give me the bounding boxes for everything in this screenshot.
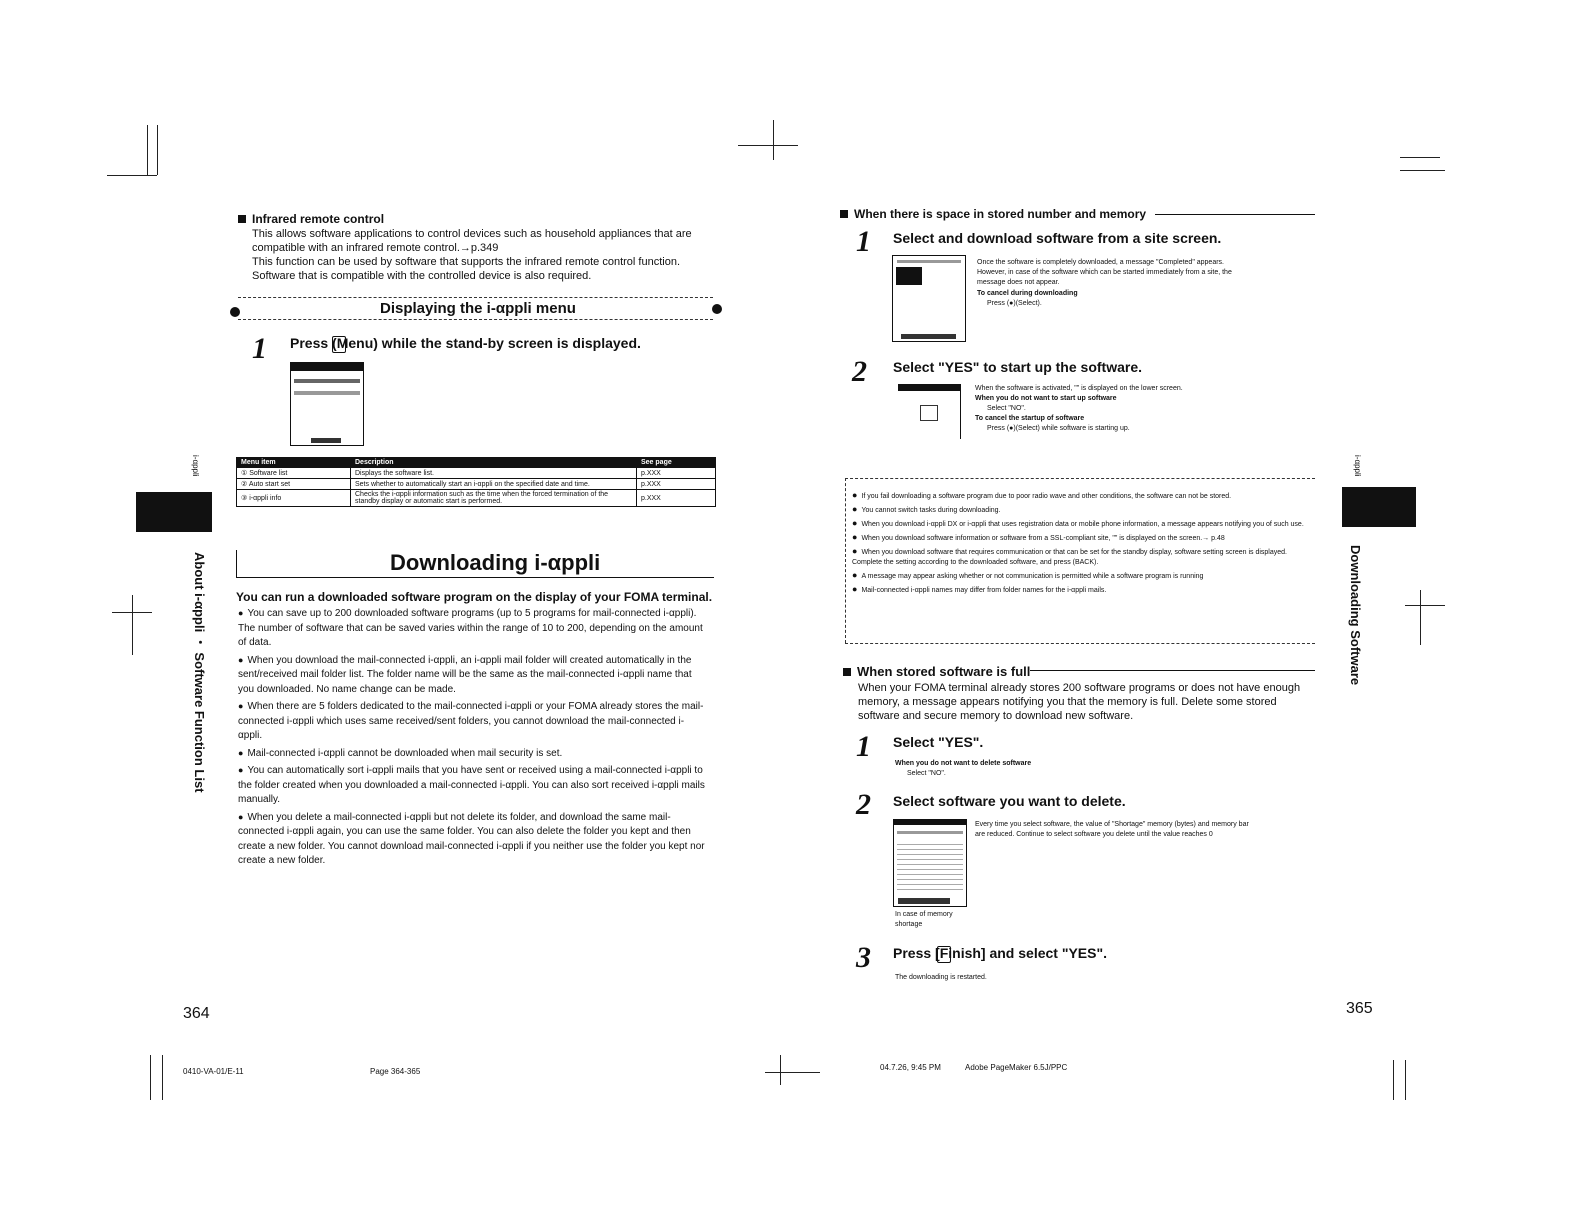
infrared-line: This allows software applications to control devices such as household appliances that are: [252, 228, 692, 240]
banner-dot-left: [230, 307, 240, 317]
menu-table: [236, 457, 716, 507]
infrared-line: compatible with an infrared remote control.→p.349: [252, 242, 499, 254]
space-step1-title: Select and download software from a site screen.: [893, 230, 1222, 246]
caption-line: shortage: [895, 921, 923, 928]
list-item: ● Mail-connected i-αppli names may differ from folder names for the i-αppli mails.: [852, 584, 1312, 596]
intro-text: You can run a downloaded software program on the display of your FOMA terminal.: [236, 590, 713, 604]
page-number: 364: [183, 1005, 210, 1022]
list-item: ● You can save up to 200 downloaded software programs (up to 5 programs for mail-connected i-αppli). The number of software that can be saved varies within the range of 10 to 200, depending on the amount of data.: [238, 606, 708, 651]
note-line: Press (●)(Select).: [987, 300, 1042, 307]
page-number: 365: [1346, 1000, 1373, 1017]
side-vertical-title: Downloading Software: [1348, 545, 1363, 686]
phone-screen-startup: [898, 384, 961, 439]
note-line: Select "NO".: [987, 405, 1026, 412]
full-step3-title: Press [Finish] and select "YES".: [893, 945, 1108, 961]
note-line: However, in case of the software which can be started immediately from a site, the: [977, 269, 1232, 276]
full-step2-title: Select software you want to delete.: [893, 793, 1126, 809]
menu-key-icon: [332, 336, 346, 353]
step-number: 2: [856, 788, 871, 821]
list-item: ● A message may appear asking whether or not communication is permitted while a software program is running: [852, 570, 1312, 582]
table-row: ③ i-αppli info Checks the i-αppli information such as the time when the forced termination of the standby display or automatic start is performed. p.XXX: [237, 490, 716, 507]
note-line: Press (●)(Select) while software is starting up.: [987, 425, 1130, 432]
note-heading: To cancel during downloading: [977, 290, 1078, 297]
full-heading: When stored software is full: [843, 664, 1030, 679]
side-tab: [136, 492, 212, 532]
note-line: are reduced. Continue to select software you delete until the value reaches 0: [975, 831, 1213, 838]
step-number: 1: [856, 225, 871, 258]
side-tab-label: i-αppli: [191, 455, 200, 477]
finish-key-icon: [937, 946, 951, 963]
section-title: Downloading i-αppli: [390, 550, 601, 575]
note-line: Every time you select software, the value of "Shortage" memory (bytes) and memory bar: [975, 821, 1249, 828]
full-intro-line: memory, a message appears notifying you that the memory is full. Delete some stored: [858, 696, 1277, 708]
list-item: ● You cannot switch tasks during downloading.: [852, 504, 1312, 516]
note-line: Once the software is completely downloaded, a message "Completed" appears.: [977, 259, 1224, 266]
phone-screen-download: [892, 255, 966, 342]
note-heading: When you do not want to delete software: [895, 760, 1032, 767]
footer-pages: Page 364-365: [370, 1067, 421, 1076]
list-item: ● When you delete a mail-connected i-αppli but not delete its folder, and download the same mail-connected i-αppli again, you can use the same folder. You can also delete the folder you kept and then create a new folder. You cannot download mail-connected i-αppli if you neither use the folder you kept nor create a new folder.: [238, 810, 708, 869]
footer-app: Adobe PageMaker 6.5J/PPC: [965, 1063, 1068, 1072]
list-item: ● When you download i-αppli DX or i-αppli that uses registration data or mobile phone information, a message appears notifying you of such use.: [852, 518, 1312, 530]
list-item: ● When you download software information or software from a SSL-compliant site, "" is displayed on the screen.→ p.48: [852, 532, 1312, 544]
note-line: Select "NO".: [907, 770, 946, 777]
note-heading: To cancel the startup of software: [975, 415, 1085, 422]
full-intro-line: software and secure memory to download new software.: [858, 710, 1134, 722]
step-number: 2: [852, 355, 867, 388]
phone-screen-menu: [290, 362, 364, 446]
caption-line: In case of memory: [895, 911, 953, 918]
phone-screen-delete-list: [893, 819, 967, 907]
infrared-heading: Infrared remote control: [238, 212, 708, 227]
step-number: 1: [252, 332, 267, 365]
list-item: ● When you download software that requires communication or that can be set for the standby display, software setting screen is displayed. Complete the setting according to the downloaded software, and press (BACK).: [852, 546, 1312, 568]
table-row: ② Auto start set Sets whether to automatically start an i-αppli on the specified date and time. p.XXX: [237, 479, 716, 490]
step-number: 3: [856, 941, 871, 974]
table-header: Menu item: [237, 458, 351, 468]
menu-banner: Displaying the i-αppli menu: [380, 300, 576, 317]
banner-dot-right: [712, 304, 722, 314]
list-item: ● You can automatically sort i-αppli mails that you have sent or received using a mail-connected i-αppli to the folder created when you downloaded a mail-connected i-αppli. You can also sort received i-αppli mails manually.: [238, 763, 708, 808]
list-item: ● When you download the mail-connected i-αppli, an i-αppli mail folder will created automatically in the sent/received mail folder list. The folder name will be the same as the mail-connected i-αppli name that you downloaded. No name change can be made.: [238, 653, 708, 698]
step1-text: Press (Menu) while the stand-by screen is displayed.: [290, 335, 641, 351]
table-header: Description: [351, 458, 637, 468]
table-row: ① Software list Displays the software list. p.XXX: [237, 468, 716, 479]
list-item: ● Mail-connected i-αppli cannot be downloaded when mail security is set.: [238, 746, 708, 762]
space-heading: When there is space in stored number and memory: [840, 207, 1146, 222]
infrared-line: Software that is compatible with the controlled device is also required.: [252, 270, 592, 282]
step-number: 1: [856, 730, 871, 763]
note-line: When the software is activated, "" is displayed on the lower screen.: [975, 385, 1183, 392]
table-header: See page: [637, 458, 716, 468]
side-tab-label: i-αppli: [1353, 455, 1362, 477]
side-vertical-title: About i-αppli ・ Software Function List: [192, 552, 207, 793]
full-intro-line: When your FOMA terminal already stores 200 software programs or does not have enough: [858, 682, 1301, 694]
footer-time: 04.7.26, 9:45 PM: [880, 1063, 941, 1072]
infrared-line: This function can be used by software that supports the infrared remote control function.: [252, 256, 681, 268]
list-item: ● If you fail downloading a software program due to poor radio wave and other conditions, the software can not be stored.: [852, 490, 1312, 502]
note-line: message does not appear.: [977, 279, 1060, 286]
space-step2-title: Select "YES" to start up the software.: [893, 359, 1142, 375]
side-tab: [1342, 487, 1416, 527]
list-item: ● When there are 5 folders dedicated to the mail-connected i-αppli or your FOMA already stores the mail-connected i-αppli which uses same received/sent folders, you cannot download the mail-connected i-αppli.: [238, 699, 708, 744]
full-step1-title: Select "YES".: [893, 734, 984, 750]
note-heading: When you do not want to start up software: [975, 395, 1117, 402]
step3-note: The downloading is restarted.: [895, 974, 987, 981]
footer-code: 0410-VA-01/E-11: [183, 1067, 244, 1076]
